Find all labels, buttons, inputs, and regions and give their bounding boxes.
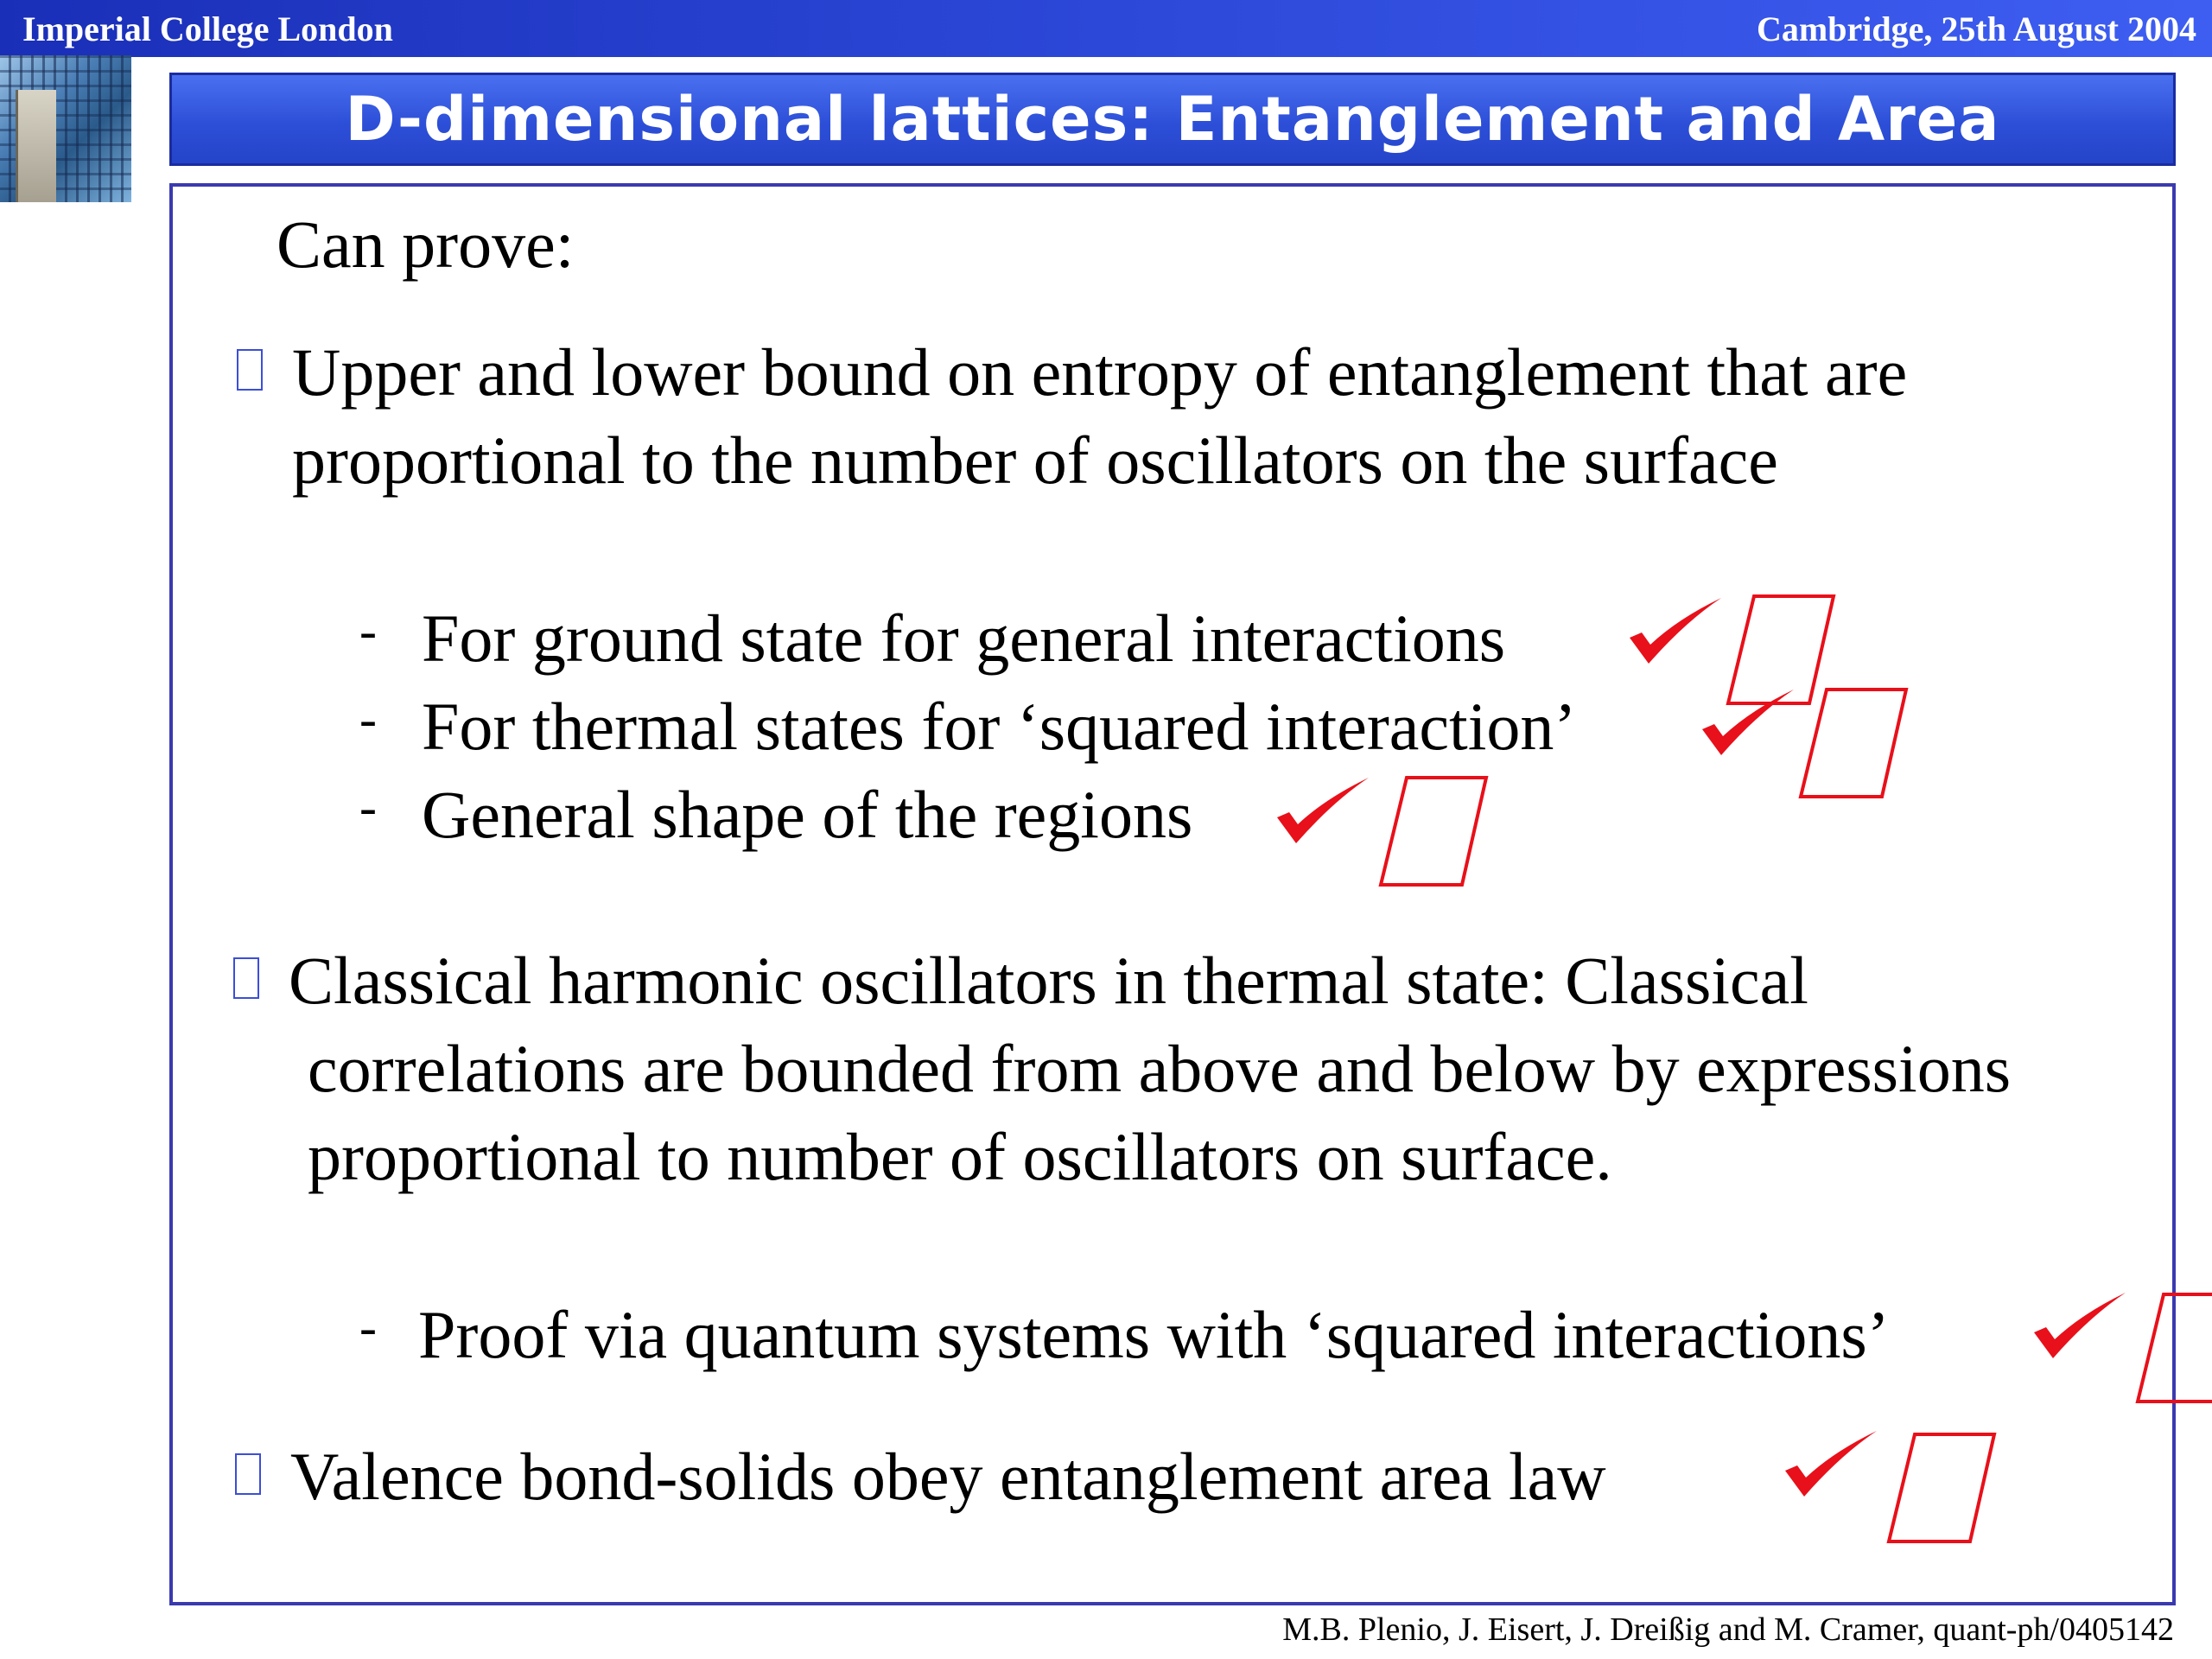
check-mark-icon — [1624, 588, 1728, 674]
event-info: Cambridge, 25th August 2004 — [1757, 10, 2196, 48]
box-bullet-icon — [237, 349, 263, 391]
check-mark-icon — [1697, 679, 1801, 766]
box-bullet-icon — [235, 1453, 261, 1495]
bullet-2-line-3: proportional to number of oscillators on surface. — [308, 1119, 1612, 1194]
bullet-1-line-2: proportional to the number of oscillators on the surface — [292, 423, 1778, 498]
citation: M.B. Plenio, J. Eisert, J. Dreißig and M. Cramer, quant-ph/0405142 — [1282, 1611, 2174, 1648]
header-bar — [0, 0, 2212, 57]
bullet-1-line-1: Upper and lower bound on entropy of entanglement that are — [292, 334, 1908, 410]
slide-title: D-dimensional lattices: Entanglement and Area — [345, 84, 2000, 155]
intro-text: Can prove: — [276, 207, 575, 282]
tower-graphic — [16, 90, 56, 202]
check-mark-icon — [2029, 1282, 2133, 1369]
dash-bullet: - — [359, 602, 377, 659]
bullet-3-line-1: Valence bond-solids obey entanglement area law — [290, 1439, 1606, 1514]
box-bullet-icon — [233, 957, 259, 999]
college-building-logo — [0, 55, 131, 202]
bullet-2-line-2: correlations are bounded from above and below by expressions — [308, 1031, 2012, 1106]
parallelogram-icon — [1377, 774, 1498, 890]
bullet-2-line-1: Classical harmonic oscillators in thermal state: Classical — [289, 943, 1808, 1018]
subitem-1-2: For thermal states for ‘squared interaction’ — [422, 689, 1577, 764]
parallelogram-icon — [1885, 1431, 2006, 1547]
parallelogram-icon — [2134, 1291, 2212, 1407]
subitem-1-3: General shape of the regions — [422, 777, 1193, 852]
subitem-2-1: Proof via quantum systems with ‘squared interactions’ — [418, 1297, 1890, 1372]
dash-bullet: - — [359, 690, 377, 747]
subitem-1-1: For ground state for general interactions — [422, 601, 1506, 676]
title-banner — [169, 73, 2176, 166]
dash-bullet: - — [359, 779, 377, 836]
org-name: Imperial College London — [22, 10, 393, 48]
dash-bullet: - — [359, 1299, 377, 1356]
parallelogram-icon — [1797, 686, 1918, 802]
check-mark-icon — [1780, 1421, 1884, 1507]
check-mark-icon — [1272, 767, 1376, 854]
